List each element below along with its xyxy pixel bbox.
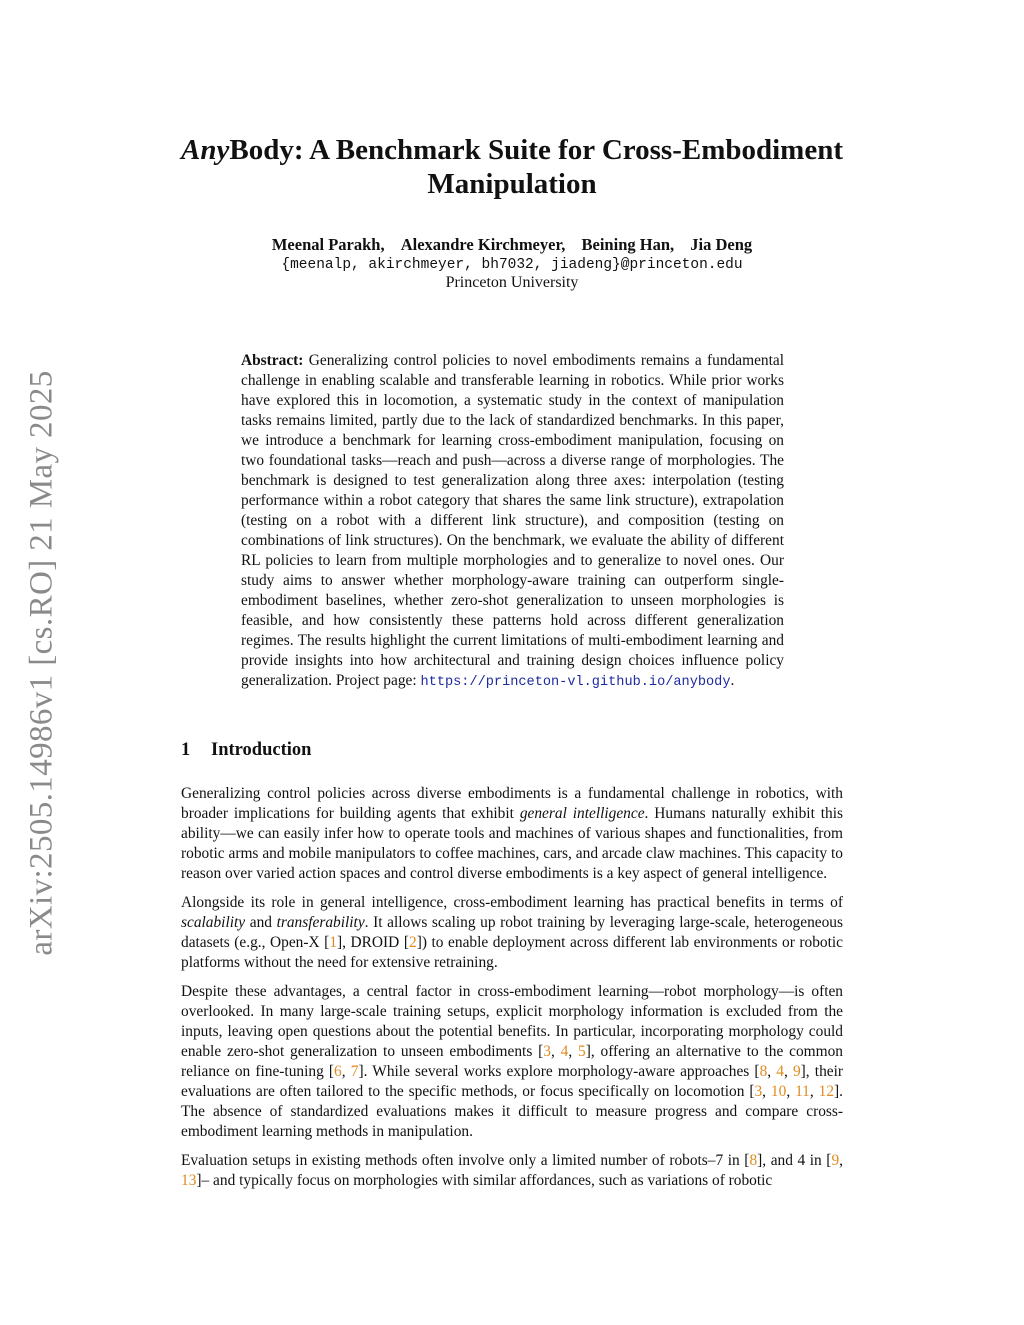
abstract-label: Abstract: <box>241 352 304 369</box>
citation-link[interactable]: 5 <box>578 1043 586 1060</box>
author-emails: {meenalp, akirchmeyer, bh7032, jiadeng}@princeton.edu <box>281 257 743 273</box>
citation-link[interactable]: 8 <box>749 1152 758 1169</box>
project-page-link[interactable]: https://princeton-vl.github.io/anybody <box>420 675 731 690</box>
section-title: Introduction <box>211 740 312 760</box>
body-text <box>181 784 843 1200</box>
citation-link[interactable]: 4 <box>776 1063 784 1080</box>
paragraph-1: Generalizing control policies across diverse embodiments is a fundamental challenge in robotics, with broader implications for building agents that exhibit general intelligence. Humans naturally exhibit this ability—we can easily infer how to operate tools and machines of various shapes and functionalities, from robotic arms and mobile manipulators to coffee machines, cars, and arcade claw machines. This capacity to reason over varied action spaces and control diverse embodiments is a key aspect of general intelligence. <box>181 785 843 882</box>
paragraph-2: Alongside its role in general intelligence, cross-embodiment learning has practical benefits in terms of scalability and transferability. It allows scaling up robot training by leveraging large-scale, heterogeneous datasets (e.g., Open-X [1], DROID [2]) to enable deployment across different lab environments or robotic platforms without the need for extensive retraining. <box>181 894 843 971</box>
title-rest: Body: A Benchmark Suite for Cross-Embodiment <box>229 134 843 166</box>
citation-link[interactable]: 7 <box>350 1063 359 1080</box>
section-heading <box>181 740 311 761</box>
citation-link[interactable]: 9 <box>831 1152 840 1169</box>
citation-link[interactable]: 6 <box>334 1063 342 1080</box>
citation-link[interactable]: 1 <box>329 934 338 951</box>
author-list <box>150 235 874 255</box>
citation-link[interactable]: 3 <box>754 1083 763 1100</box>
citation-link[interactable]: 11 <box>795 1083 810 1100</box>
section-number: 1 <box>181 740 191 760</box>
citation-link[interactable]: 3 <box>543 1043 551 1060</box>
citation-link[interactable]: 9 <box>792 1063 801 1080</box>
citation-link[interactable]: 2 <box>408 934 417 951</box>
citation-link[interactable]: 10 <box>770 1083 787 1100</box>
abstract <box>241 351 784 693</box>
citation-link[interactable]: 8 <box>759 1063 768 1080</box>
citation-link[interactable]: 13 <box>181 1172 197 1189</box>
author: Jia Deng <box>690 235 753 254</box>
abstract-text: Generalizing control policies to novel embodiments remains a fundamental challenge in enabling scalable and transferable learning in robotics. While prior works have explored this in locomotion, a systematic study in the context of manipulation tasks remains limited, partly due to the lack of standardized benchmarks. In this paper, we introduce a benchmark for learning cross-embodiment manipulation, focusing on two foundational tasks—reach and push—across a diverse range of morphologies. The benchmark is designed to test generalization along three axes: interpolation (testing performance within a robot category that shares the same link structure), extrapolation (testing on a robot with a different link structure), and composition (testing on combinations of link structures). On the benchmark, we evaluate the ability of different RL policies to learn from multiple morphologies and to generalize to novel ones. Our study aims to answer whether morphology-aware training can outperform single-embodiment baselines, whether zero-shot generalization to unseen morphologies is feasible, and how consistently these patterns hold across different generalization regimes. The results highlight the current limitations of multi-embodiment learning and provide insights into how architectural and training design choices influence policy generalization. Project page: <box>241 352 784 689</box>
title-line2: Manipulation <box>427 168 597 200</box>
arxiv-side-stamp: arXiv:2505.14986v1 [cs.RO] 21 May 2025 <box>23 370 60 956</box>
paragraph-3: Despite these advantages, a central factor in cross-embodiment learning—robot morphology—is often overlooked. In many large-scale training setups, explicit morphology information is excluded from the inputs, leaving open questions about the potential benefits. In particular, incorporating morphology could enable zero-shot generalization to unseen embodiments [3, 4, 5], offering an alternative to the common reliance on fine-tuning [6, 7]. While several works explore morphology-aware approaches [8, 4, 9], their evaluations are often tailored to the specific methods, or focus specifically on locomotion [3, 10, 11, 12]. The absence of standardized evaluations makes it difficult to measure progress and compare cross-embodiment learning methods in manipulation. <box>181 983 844 1140</box>
paragraph-4: Evaluation setups in existing methods often involve only a limited number of robots–7 in [8], and 4 in [9, 13]– and typically focus on morphologies with similar affordances, such as variations of robotic <box>181 1152 843 1189</box>
title-italic-part: Any <box>181 134 230 166</box>
paper-title <box>150 133 874 201</box>
author: Meenal Parakh, <box>271 235 385 254</box>
citation-link[interactable]: 12 <box>818 1083 835 1100</box>
abstract-end: . <box>730 672 735 689</box>
author: Alexandre Kirchmeyer, <box>400 235 566 254</box>
affiliation: Princeton University <box>445 274 579 291</box>
citation-link[interactable]: 4 <box>560 1043 569 1060</box>
author: Beining Han, <box>581 235 675 254</box>
